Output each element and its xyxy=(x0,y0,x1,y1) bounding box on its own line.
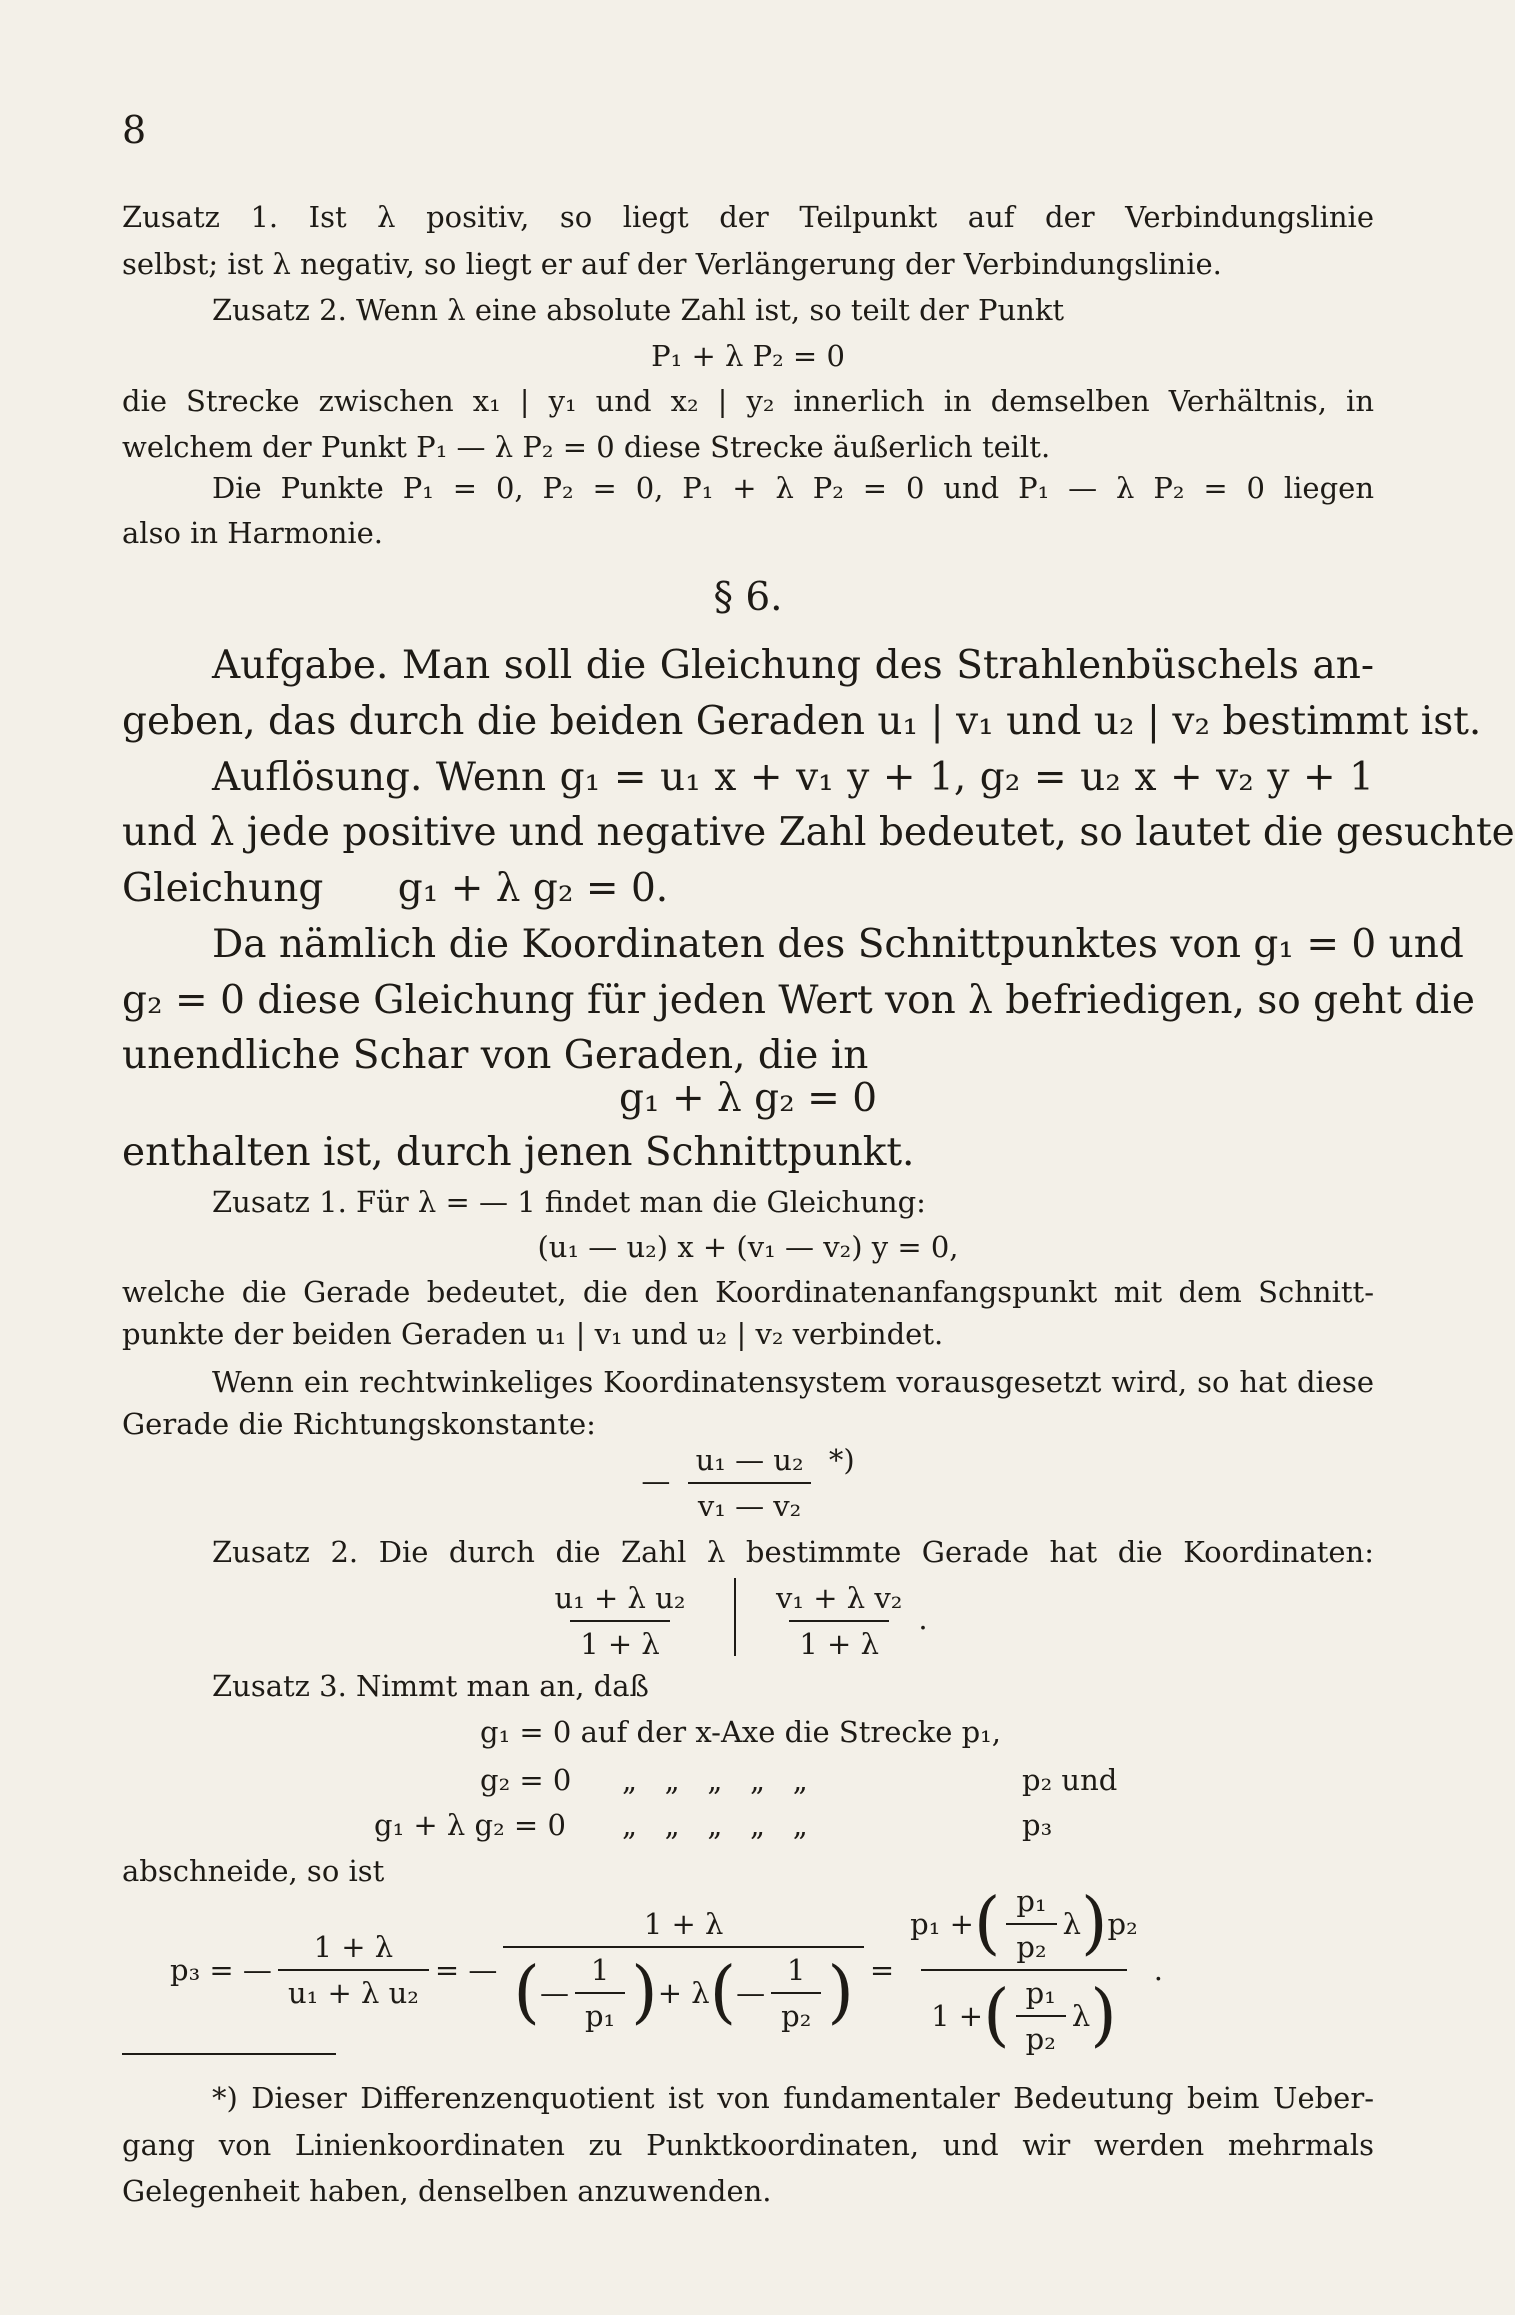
z1-line2: welche die Gerade bedeutet, die den Koordinatenanfangspunkt mit dem Schnitt- xyxy=(122,1275,1374,1309)
z2-fraction-v xyxy=(760,1578,980,1664)
zusatz1-line1: Zusatz 1. Ist λ positiv, so liegt der Teilpunkt auf der Verbindungslinie xyxy=(122,200,1374,234)
z2-fraction-v-denominator: 1 + λ xyxy=(789,1620,889,1664)
formula-b-denominator: ( — $\frac{1}{\text{p₁}}$ ) + λ ( — $\frac{1}{\text{p₂}}$ ) xyxy=(503,1946,863,2036)
aufloesung-line4: Da nämlich die Koordinaten des Schnittpunktes von g₁ = 0 und xyxy=(212,922,1464,967)
z3-row2-ditto: „ „ „ „ „ xyxy=(622,1763,808,1797)
zusatz2-line3: welchem der Punkt P₁ — λ P₂ = 0 diese Strecke äußerlich teilt. xyxy=(122,430,1051,464)
formula-b-minus1: — xyxy=(539,1976,569,2010)
formula-period: . xyxy=(1153,1953,1163,1987)
z2-fraction-v-numerator: v₁ + λ v₂ xyxy=(776,1581,903,1615)
formula-b-inner2 xyxy=(771,1950,821,2036)
formula-fraction-a xyxy=(278,1927,429,2013)
zusatz2-equation: P₁ + λ P₂ = 0 xyxy=(651,339,845,373)
zusatz2-line2: die Strecke zwischen x₁ | y₁ und x₂ | y₂ innerlich in demselben Verhältnis, in xyxy=(122,384,1374,418)
harmonie-line1: Die Punkte P₁ = 0, P₂ = 0, P₁ + λ P₂ = 0 und P₁ — λ P₂ = 0 liegen xyxy=(212,471,1374,505)
z1-line3: punkte der beiden Geraden u₁ | v₁ und u₂ | v₂ verbindet. xyxy=(122,1317,944,1351)
formula-p3: p₃ = — xyxy=(170,1953,272,1987)
formula-b-inner2-den: p₂ xyxy=(771,1992,821,2036)
formula-c-den-inner-num: p₁ xyxy=(1025,1976,1056,2010)
formula-b-numerator: 1 + λ xyxy=(643,1907,724,1941)
formula-c-den-one-plus: 1 + xyxy=(931,1999,984,2033)
formula-b-plus-lambda: + λ xyxy=(657,1976,710,2010)
z3-formula xyxy=(170,1884,1350,2056)
formula-c-denominator: 1 + ( $\frac{\text{p₁}}{\text{p₂}}$ λ ) xyxy=(921,1969,1127,2059)
z1-fraction xyxy=(686,1440,814,1526)
formula-fraction-c xyxy=(900,1881,1148,2059)
z3-line2: abschneide, so ist xyxy=(122,1854,385,1888)
aufgabe-line1: Aufgabe. Man soll die Gleichung des Strahlenbüschels an- xyxy=(212,643,1374,688)
aufloesung-line7: enthalten ist, durch jenen Schnittpunkt. xyxy=(122,1130,915,1175)
formula-c-den-inner xyxy=(1016,1973,1066,2059)
z3-row3-ditto: „ „ „ „ „ xyxy=(622,1808,808,1842)
z2-fraction-u-numerator: u₁ + λ u₂ xyxy=(554,1581,686,1615)
z1-fraction-block xyxy=(122,1440,1374,1526)
z1-fraction-sign: — xyxy=(641,1464,671,1498)
formula-c-num-inner-den: p₂ xyxy=(1006,1923,1056,1967)
formula-b-inner2-num: 1 xyxy=(787,1953,806,1987)
z1-equation: (u₁ — u₂) x + (v₁ — v₂) y = 0, xyxy=(537,1230,959,1264)
z1-fraction-denominator: v₁ — v₂ xyxy=(688,1482,811,1526)
aufgabe-line2: geben, das durch die beiden Geraden u₁ | v₁ und u₂ | v₂ bestimmt ist. xyxy=(122,699,1482,744)
formula-c-numerator: p₁ + ( $\frac{\text{p₁}}{\text{p₂}}$ λ ) p₂ xyxy=(900,1881,1148,1969)
z2-line1: Zusatz 2. Die durch die Zahl λ bestimmte Gerade hat die Koordinaten: xyxy=(212,1535,1374,1569)
z1-fraction-numerator: u₁ — u₂ xyxy=(695,1443,804,1477)
formula-fraction-b xyxy=(503,1904,863,2036)
harmonie-line2: also in Harmonie. xyxy=(122,516,384,550)
z2-fraction-v-inner xyxy=(766,1578,912,1664)
z3-row1: g₁ = 0 auf der x-Axe die Strecke p₁, xyxy=(480,1715,1002,1749)
formula-a-numerator: 1 + λ xyxy=(313,1930,394,1964)
footnote-line1: *) Dieser Differenzenquotient ist von fundamentaler Bedeutung beim Ueber- xyxy=(212,2081,1374,2115)
aufloesung-line5: g₂ = 0 diese Gleichung für jeden Wert von λ befriedigen, so geht die xyxy=(122,978,1475,1023)
z2-fraction-u-inner xyxy=(545,1578,696,1664)
formula-c-num-inner-num: p₁ xyxy=(1016,1884,1047,1918)
z2-separator xyxy=(734,1578,736,1656)
page-number: 8 xyxy=(122,108,147,152)
z2-fraction-u-denominator: 1 + λ xyxy=(570,1620,670,1664)
z3-row2-eq: g₂ = 0 xyxy=(480,1763,572,1797)
formula-b-minus2: — xyxy=(736,1976,766,2010)
z1-line4: Wenn ein rechtwinkeliges Koordinatensystem vorausgesetzt wird, so hat diese xyxy=(212,1365,1374,1399)
z3-row3-end: p₃ xyxy=(1022,1808,1053,1842)
z3-row3-eq: g₁ + λ g₂ = 0 xyxy=(374,1808,566,1842)
aufloesung-line3: Gleichung g₁ + λ g₂ = 0. xyxy=(122,866,669,911)
z2-fraction-u xyxy=(520,1578,720,1664)
z3-line1: Zusatz 3. Nimmt man an, daß xyxy=(212,1669,649,1703)
formula-c-num-p1-plus: p₁ + xyxy=(910,1907,974,1941)
formula-c-den-lambda: λ xyxy=(1071,1999,1091,2033)
z1-line5: Gerade die Richtungskonstante: xyxy=(122,1407,596,1441)
formula-c-den-inner-den: p₂ xyxy=(1016,2015,1066,2059)
footnote-rule xyxy=(122,2053,336,2055)
aufloesung-line6: unendliche Schar von Geraden, die in xyxy=(122,1033,869,1078)
formula-c-num-p2: p₂ xyxy=(1107,1907,1138,1941)
formula-c-num-lambda: λ xyxy=(1062,1907,1082,1941)
footnote-line2: gang von Linienkoordinaten zu Punktkoordinaten, und wir werden mehrmals xyxy=(122,2128,1374,2162)
footnote-marker: *) xyxy=(828,1443,855,1477)
formula-c-num-inner xyxy=(1006,1881,1056,1967)
aufloesung-equation: g₁ + λ g₂ = 0 xyxy=(618,1076,878,1121)
z1-line1: Zusatz 1. Für λ = — 1 findet man die Gleichung: xyxy=(212,1185,926,1219)
formula-equals: = xyxy=(869,1953,895,1987)
formula-equals-minus: = — xyxy=(434,1953,498,1987)
zusatz2-line1: Zusatz 2. Wenn λ eine absolute Zahl ist, so teilt der Punkt xyxy=(212,293,1065,327)
formula-a-denominator: u₁ + λ u₂ xyxy=(278,1969,429,2013)
z2-period: . xyxy=(918,1602,928,1636)
section-heading: § 6. xyxy=(713,575,783,620)
zusatz1-line2: selbst; ist λ negativ, so liegt er auf der Verlängerung der Verbindungslinie. xyxy=(122,247,1222,281)
aufloesung-line1: Auflösung. Wenn g₁ = u₁ x + v₁ y + 1, g₂ = u₂ x + v₂ y + 1 xyxy=(212,755,1374,800)
formula-b-inner1-den: p₁ xyxy=(575,1992,625,2036)
formula-b-inner1 xyxy=(575,1950,625,2036)
formula-b-inner1-num: 1 xyxy=(590,1953,610,1987)
z3-row2-end: p₂ und xyxy=(1022,1763,1118,1797)
footnote-line3: Gelegenheit haben, denselben anzuwenden. xyxy=(122,2174,772,2208)
aufloesung-line2: und λ jede positive und negative Zahl bedeutet, so lautet die gesuchte xyxy=(122,810,1515,855)
